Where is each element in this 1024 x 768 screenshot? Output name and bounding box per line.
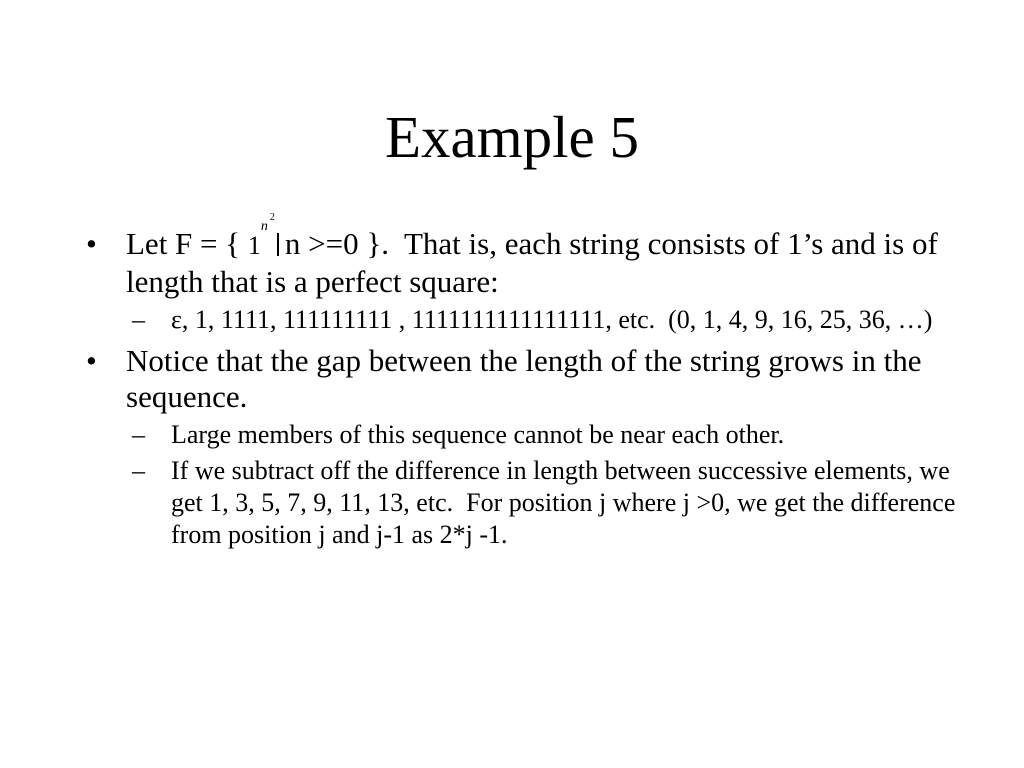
bullet-item [86, 343, 966, 415]
math-exponent-power: 2 [269, 212, 275, 223]
slide-title: Example 5 [385, 104, 639, 170]
dash-icon: – [132, 456, 145, 485]
sub-bullet-text: If we subtract off the difference in length between successive elements, we get 1, 3, 5, 7, 9, 11, 13, etc. For position j where j >0, we get the difference from position j and j-1 as 2*j -1. [171, 456, 962, 549]
bullet-icon: • [86, 343, 97, 378]
sub-bullet-item [132, 455, 966, 551]
math-exponent [260, 212, 275, 246]
sub-bullet-text: Large members of this sequence cannot be near each other. [171, 420, 785, 449]
bullet-text-before: Let F = { [126, 226, 248, 261]
dash-icon: – [132, 305, 145, 334]
math-exponent-var: n [260, 219, 268, 234]
bullet-text: Notice that the gap between the length of the string grows in the sequence. [126, 343, 922, 414]
bullet-text-after: n >=0 }. That is, each string consists of 1’s and is of length that is a perfect square: [126, 226, 946, 299]
bullet-item [86, 212, 966, 300]
sub-bullet-item [132, 304, 966, 336]
slide-content [86, 212, 966, 551]
sub-bullet-item [132, 419, 966, 451]
bullet-icon: • [86, 226, 97, 261]
set-builder-bar [277, 233, 279, 256]
math-base: 1 [247, 231, 261, 260]
dash-icon: – [132, 420, 145, 449]
sub-bullet-text: ε, 1, 1111, 111111111 , 1111111111111111, etc. (0, 1, 4, 9, 16, 25, 36, …) [171, 305, 933, 334]
